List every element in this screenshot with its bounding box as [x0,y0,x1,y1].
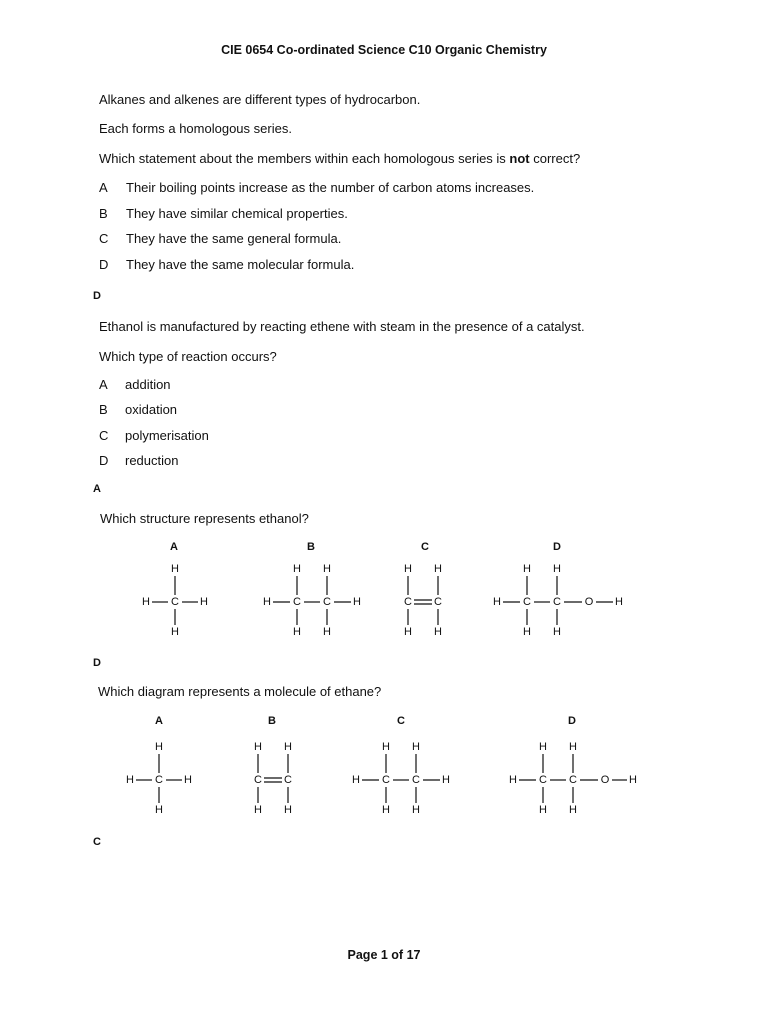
page-footer [0,948,768,962]
atom-h: H [629,773,637,786]
atom-c: C [171,595,179,608]
q2-option-c-letter: C [99,428,109,443]
q4-structure-d [509,741,637,816]
atom-c: C [404,595,412,608]
q1-question [99,151,580,166]
q3-structure-c [404,563,442,638]
atom-h: H [523,562,531,575]
atom-h: H [323,625,331,638]
atom-c: C [155,773,163,786]
atom-h: H [353,595,361,608]
atom-c: C [539,773,547,786]
footer-page-of: of [387,948,407,962]
atom-h: H [493,595,501,608]
atom-h: H [254,803,262,816]
atom-c: C [553,595,561,608]
q1-option-a-letter: A [99,180,108,195]
atom-c: C [412,773,420,786]
atom-h: H [293,562,301,575]
atom-c: C [434,595,442,608]
q3-structures [0,555,768,645]
q3-label-d: D [553,541,561,553]
q2-option-c-text: polymerisation [125,428,209,443]
q2-option-d-letter: D [99,453,109,468]
q4-structure-b [254,741,292,816]
q4-answer: C [93,836,101,848]
atom-h: H [382,740,390,753]
page-header [0,43,768,57]
atom-c: C [323,595,331,608]
atom-h: H [155,740,163,753]
q3-structure-d [493,563,623,638]
q3-label-c: C [421,541,429,553]
q2-option-b-letter: B [99,402,108,417]
atom-h: H [404,625,412,638]
atom-c: C [523,595,531,608]
atom-c: C [382,773,390,786]
q1-option-c-text: They have the same general formula. [126,231,342,246]
q1-option-a-text: Their boiling points increase as the number of carbon atoms increases. [126,180,535,195]
atom-o: O [600,773,610,786]
atom-h: H [352,773,360,786]
q3-structure-a [142,563,208,638]
atom-h: H [293,625,301,638]
atom-h: H [569,803,577,816]
q3-answer: D [93,657,101,669]
atom-h: H [171,625,179,638]
atom-h: H [434,625,442,638]
footer-page-prefix: Page [347,948,381,962]
q1-intro-line-2: Each forms a homologous series. [99,121,292,136]
atom-h: H [539,803,547,816]
atom-h: H [442,773,450,786]
q3-label-a: A [170,541,178,553]
q3-question: Which structure represents ethanol? [100,511,309,526]
atom-c: C [254,773,262,786]
atom-h: H [539,740,547,753]
q4-structure-a [126,741,192,816]
atom-h: H [126,773,134,786]
q1-option-b-text: They have similar chemical properties. [126,206,348,221]
atom-h: H [263,595,271,608]
atom-c: C [284,773,292,786]
atom-h: H [553,562,561,575]
q2-option-a-text: addition [125,377,171,392]
atom-h: H [200,595,208,608]
q2-intro-line: Ethanol is manufactured by reacting ethene with steam in the presence of a catalyst. [99,319,585,334]
q4-question: Which diagram represents a molecule of ethane? [98,684,382,699]
q1-question-post: correct? [529,151,581,166]
q3-label-b: B [307,541,315,553]
atom-h: H [284,803,292,816]
q4-label-d: D [568,715,576,727]
atom-c: C [569,773,577,786]
atom-h: H [615,595,623,608]
q1-option-b-letter: B [99,206,108,221]
q4-label-b: B [268,715,276,727]
atom-h: H [523,625,531,638]
q2-option-d-text: reduction [125,453,179,468]
q2-question: Which type of reaction occurs? [99,349,277,364]
q3-structure-b [263,563,361,638]
footer-page-total: 17 [406,948,421,962]
q1-intro-line-1: Alkanes and alkenes are different types of hydrocarbon. [99,92,421,107]
atom-h: H [323,562,331,575]
q2-option-b-text: oxidation [125,402,178,417]
atom-h: H [142,595,150,608]
atom-h: H [284,740,292,753]
atom-h: H [509,773,517,786]
page-title: CIE 0654 Co-ordinated Science C10 Organic Chemistry [221,43,547,57]
q1-option-d-text: They have the same molecular formula. [126,257,355,272]
q4-label-a: A [155,715,163,727]
footer-page-number: 1 [380,948,388,962]
atom-c: C [293,595,301,608]
atom-h: H [412,740,420,753]
atom-h: H [184,773,192,786]
atom-h: H [412,803,420,816]
q1-answer: D [93,290,101,302]
atom-h: H [569,740,577,753]
atom-h: H [553,625,561,638]
q1-option-c-letter: C [99,231,109,246]
atom-h: H [171,562,179,575]
atom-h: H [155,803,163,816]
q4-structures [0,733,768,823]
q4-label-c: C [397,715,405,727]
q1-option-d-letter: D [99,257,109,272]
atom-h: H [254,740,262,753]
q1-question-emphasis: not [509,151,530,166]
q2-option-a-letter: A [99,377,108,392]
q1-question-pre: Which statement about the members within each homologous series is [99,151,510,166]
q4-structure-c [352,741,450,816]
atom-o: O [584,595,594,608]
atom-h: H [382,803,390,816]
atom-h: H [434,562,442,575]
atom-h: H [404,562,412,575]
q2-answer: A [93,483,101,495]
